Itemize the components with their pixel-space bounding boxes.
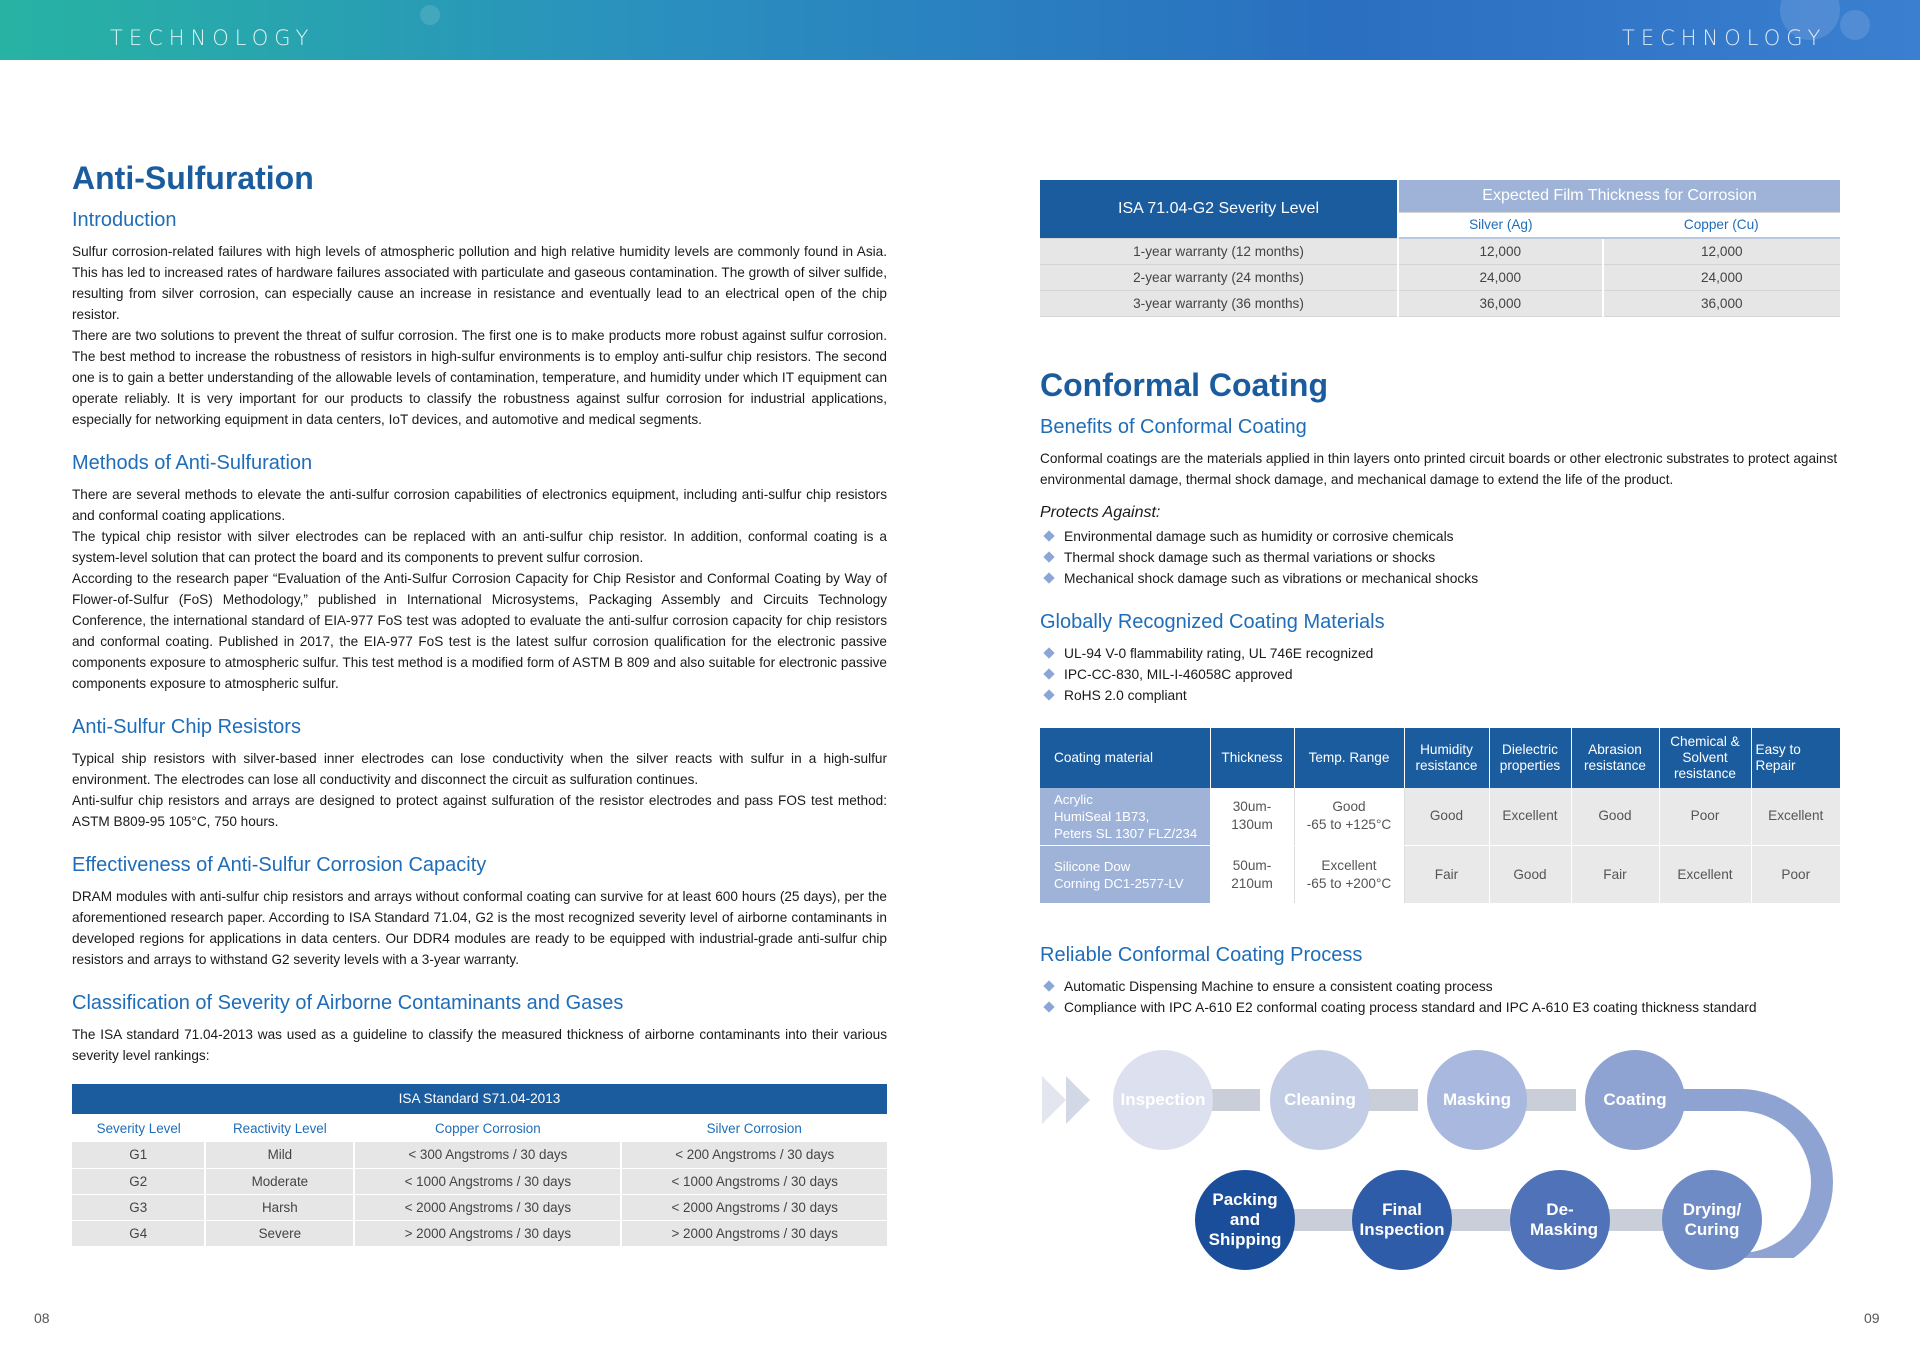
material-line: Silicone Dow [1054,858,1131,874]
page-number-right: 09 [1864,1310,1880,1326]
chip-paragraph-2: Anti-sulfur chip resistors and arrays are designed to protect against sulfuration of the resistor electrodes and pass FOS test method: ASTM B809-95 105°C, 750 hours. [72,793,887,829]
diamond-bullet-icon [1043,530,1054,541]
list-item-text: Environmental damage such as humidity or corrosive chemicals [1064,528,1454,544]
table-cell: Poor [1659,788,1751,846]
temp-line: -65 to +125°C [1306,817,1392,833]
table-row [72,1142,887,1168]
g2-severity-table [1040,180,1840,317]
material-cell [1040,846,1210,904]
material-line: HumiSeal 1B73, [1054,808,1150,824]
table-cell: Poor [1751,846,1840,904]
temp-line: Excellent [1321,857,1377,873]
header-banner [0,0,1920,60]
table-cell: G3 [72,1194,205,1220]
material-line: Acrylic [1054,791,1093,807]
table-cell: 12,000 [1603,238,1840,264]
column-header: Temp. Range [1294,728,1404,788]
header-label-left: TECHNOLOGY [110,26,315,50]
table-cell: < 2000 Angstroms / 30 days [354,1194,621,1220]
isa-standard-table [72,1084,887,1247]
thickness-line: 50um- [1232,857,1272,873]
list-item [1040,997,1850,1018]
diamond-bullet-icon [1043,647,1054,658]
heading-introduction: Introduction [72,209,177,231]
temp-cell [1294,788,1404,846]
diamond-bullet-icon [1043,551,1054,562]
table-row [1040,846,1840,904]
diamond-bullet-icon [1043,1001,1054,1012]
step-label: Final Inspection [1359,1200,1445,1239]
table-cell: Severe [205,1220,354,1246]
step-label: Inspection [1120,1090,1206,1109]
column-header: Thickness [1210,728,1294,788]
table-cell: < 200 Angstroms / 30 days [621,1142,887,1168]
table-row [1040,238,1840,264]
chevron-right-icon [1042,1076,1066,1124]
g2-left-header: ISA 71.04-G2 Severity Level [1040,180,1398,238]
heading-benefits: Benefits of Conformal Coating [1040,415,1307,438]
material-cell [1040,788,1210,846]
list-item-text: IPC-CC-830, MIL-I-46058C approved [1064,666,1293,682]
step-coating [1585,1050,1685,1150]
column-header: Copper (Cu) [1603,212,1840,238]
table-cell: Good [1404,788,1489,846]
effectiveness-paragraph: DRAM modules with anti-sulfur chip resistors and arrays without conformal coating can survive for at least 600 hours (25 days), per the aforementioned research paper. According to ISA Standard 71.04, G2 is the most recognized severity level of airborne contaminants in developed regions for applications in data centers. Our DDR4 modules are ready to be equipped with industrial-grade anti-sulfur chip resistors and arrays to withstand G2 severity levels with a 3-year warranty. [72,889,887,967]
diamond-bullet-icon [1043,668,1054,679]
classification-paragraph: The ISA standard 71.04-2013 was used as a guideline to classify the measured thickness of airborne contaminants into their various severity level rankings: [72,1027,887,1063]
table-row [72,1220,887,1246]
table-cell: G2 [72,1168,205,1194]
g2-right-header: Expected Film Thickness for Corrosion [1398,180,1840,212]
benefits-paragraph: Conformal coatings are the materials applied in thin layers onto printed circuit boards or other electronic substrates to protect against environmental damage, thermal shock damage, and mechanical damage to extend the life of the product. [1040,450,1838,487]
thickness-line: 130um [1231,817,1273,833]
connector-bar [1450,1209,1510,1231]
heading-effectiveness: Effectiveness of Anti-Sulfur Corrosion Capacity [72,854,487,876]
table-cell: G1 [72,1142,205,1168]
materials-list [1040,643,1850,706]
table-cell: 24,000 [1603,264,1840,290]
step-packing-shipping [1195,1170,1295,1270]
table-cell: Fair [1404,846,1489,904]
decor-dot [420,5,440,25]
column-header: Silver Corrosion [706,1120,802,1136]
step-drying-curing [1662,1170,1762,1270]
decor-dot [1840,10,1870,40]
table-cell: 36,000 [1398,290,1603,316]
chevron-right-icon [1066,1076,1090,1124]
step-label: Coating [1603,1090,1667,1109]
column-header: Chemical & Solvent resistance [1659,728,1751,788]
intro-paragraph-1: Sulfur corrosion-related failures with high levels of atmospheric pollution and high relative humidity levels are commonly found in Asia. This has led to increased rates of hardware failures associated with particulate and gaseous contamination. The growth of silver sulfide, resulting from silver corrosion, can especially cause an increase in resistance and eventually lead to an electrical open of the chip resistor. [72,244,887,322]
header-label-right: TECHNOLOGY [1622,26,1827,50]
methods-paragraph-2: The typical chip resistor with silver electrodes can be replaced with an anti-sulfur chip resistor. In addition, conformal coating is a system-level solution that can protect the board and its components to prevent sulfur corrosion. [72,529,887,565]
connector-bar [1293,1209,1353,1231]
table-cell: Excellent [1489,788,1571,846]
diamond-bullet-icon [1043,980,1054,991]
list-item-text: RoHS 2.0 compliant [1064,687,1187,703]
column-header: Easy to Repair [1751,728,1840,788]
table-row [1040,290,1840,316]
connector-bar [1608,1209,1668,1231]
page-number-left: 08 [34,1310,50,1326]
step-de-masking [1510,1170,1610,1270]
table-row [72,1168,887,1194]
step-label: Packing and Shipping [1208,1190,1282,1249]
table-cell: Mild [205,1142,354,1168]
table-cell: < 1000 Angstroms / 30 days [621,1168,887,1194]
table-caption: ISA Standard S71.04-2013 [72,1084,887,1114]
page-title-conformal-coating: Conformal Coating [1040,366,1328,403]
column-header: Abrasion resistance [1571,728,1659,788]
table-cell: 3-year warranty (36 months) [1040,290,1398,316]
column-header: Dielectric properties [1489,728,1571,788]
table-cell: Excellent [1659,846,1751,904]
table-cell: > 2000 Angstroms / 30 days [354,1220,621,1246]
list-item [1040,643,1850,664]
column-header: Reactivity Level [232,1120,327,1136]
protects-list [1040,526,1850,589]
column-header: Silver (Ag) [1398,212,1603,238]
diamond-bullet-icon [1043,572,1054,583]
table-row [1040,264,1840,290]
table-row [72,1194,887,1220]
table-cell: > 2000 Angstroms / 30 days [621,1220,887,1246]
list-item-text: UL-94 V-0 flammability rating, UL 746E recognized [1064,645,1374,661]
column-header: Humidity resistance [1404,728,1489,788]
chip-paragraph-1: Typical ship resistors with silver-based inner electrodes can lose conductivity when the silver reacts with sulfur in a high-sulfur environment. The electrodes can lose all conductivity and disconnect the circuit as sulfuration continues. [72,751,887,787]
protects-against-label: Protects Against: [1040,503,1161,521]
page-title-anti-sulfuration: Anti-Sulfuration [72,160,314,196]
table-cell: 2-year warranty (24 months) [1040,264,1398,290]
thickness-cell [1210,788,1294,846]
heading-classification: Classification of Severity of Airborne Contaminants and Gases [72,992,624,1014]
diamond-bullet-icon [1043,689,1054,700]
step-final-inspection [1352,1170,1452,1270]
table-cell: < 1000 Angstroms / 30 days [354,1168,621,1194]
heading-process: Reliable Conformal Coating Process [1040,944,1363,966]
list-item [1040,664,1850,685]
list-item [1040,568,1850,589]
methods-paragraph-1: There are several methods to elevate the anti-sulfur corrosion capabilities of electronics equipment, including anti-sulfur chip resistors and conformal coating applications. [72,487,887,523]
list-item-text: Compliance with IPC A-610 E2 conformal coating process standard and IPC A-610 E3 coating thickness standard [1064,1000,1757,1015]
list-item-text: Mechanical shock damage such as vibrations or mechanical shocks [1064,570,1479,586]
heading-materials: Globally Recognized Coating Materials [1040,610,1385,633]
step-label: Cleaning [1284,1090,1356,1109]
table-cell: 1-year warranty (12 months) [1040,238,1398,264]
thickness-cell [1210,846,1294,904]
methods-paragraph-3: According to the research paper “Evaluation of the Anti-Sulfur Corrosion Capacity for Chip Resistor and Conformal Coating by Way of Flower-of-Sulfur (FoS) Methodology,” published in International Microsystems, Packaging Assembly and Circuits Technology Conference, the international standard of EIA-977 FoS test was adopted to evaluate the anti-sulfur corrosion capacity for chip resistors and conformal coating. Published in 2017, the EIA-977 FoS test is the latest sulfur corrosion qualification for the electronic passive components exposure to atmospheric sulfur. This test method is a modified form of ASTM B 809 and also suitable for electronic passive components exposure to atmospheric sulfur. [72,571,887,691]
table-cell: Fair [1571,846,1659,904]
list-item [1040,547,1850,568]
thickness-line: 30um- [1232,799,1272,815]
column-header: Copper Corrosion [434,1120,541,1136]
list-item [1040,685,1850,706]
column-header: Coating material [1040,728,1210,788]
table-cell: Harsh [205,1194,354,1220]
table-cell: < 2000 Angstroms / 30 days [621,1194,887,1220]
table-cell: Good [1571,788,1659,846]
table-cell: 24,000 [1398,264,1603,290]
material-line: Corning DC1-2577-LV [1054,875,1184,891]
heading-methods: Methods of Anti-Sulfuration [72,452,313,474]
material-line: Peters SL 1307 FLZ/234 [1054,825,1198,841]
process-list [1040,976,1850,1018]
table-cell: Good [1489,846,1571,904]
table-cell: 12,000 [1398,238,1603,264]
list-item-text: Thermal shock damage such as thermal variations or shocks [1064,549,1436,565]
list-item-text: Automatic Dispensing Machine to ensure a consistent coating process [1064,979,1493,994]
table-cell: < 300 Angstroms / 30 days [354,1142,621,1168]
coating-materials-table [1040,728,1840,905]
left-column [72,160,887,1247]
intro-paragraph-2: There are two solutions to prevent the threat of sulfur corrosion. The first one is to make products more robust against sulfur corrosion. The best method to increase the robustness of resistors in high-sulfur environments is to employ anti-sulfur chip resistors. The second one is to gain a better understanding of the allowable levels of contamination, temperature, and humidity under which IT equipment can operate reliably. It is very important for our products to classify the robustness against sulfur corrosion for industrial applications, especially for networking equipment in data centers, IoT devices, and automotive and medical segments. [72,328,887,427]
list-item [1040,526,1850,547]
table-cell: Moderate [205,1168,354,1194]
thickness-line: 210um [1231,875,1273,891]
step-masking [1427,1050,1527,1150]
table-row [1040,788,1840,846]
coating-process-diagram [1040,1040,1860,1280]
step-label: Masking [1442,1090,1512,1109]
temp-cell [1294,846,1404,904]
column-header: Severity Level [96,1120,181,1136]
temp-line: Good [1332,799,1366,815]
step-label: Drying/ Curing [1682,1200,1742,1239]
table-cell: G4 [72,1220,205,1246]
temp-line: -65 to +200°C [1306,875,1392,891]
step-cleaning [1270,1050,1370,1150]
table-cell: 36,000 [1603,290,1840,316]
step-inspection [1113,1050,1213,1150]
step-label: De- Masking [1530,1200,1599,1239]
table-cell: Excellent [1751,788,1840,846]
heading-chip-resistors: Anti-Sulfur Chip Resistors [72,716,301,738]
list-item [1040,976,1850,997]
right-column [1040,180,1850,1018]
